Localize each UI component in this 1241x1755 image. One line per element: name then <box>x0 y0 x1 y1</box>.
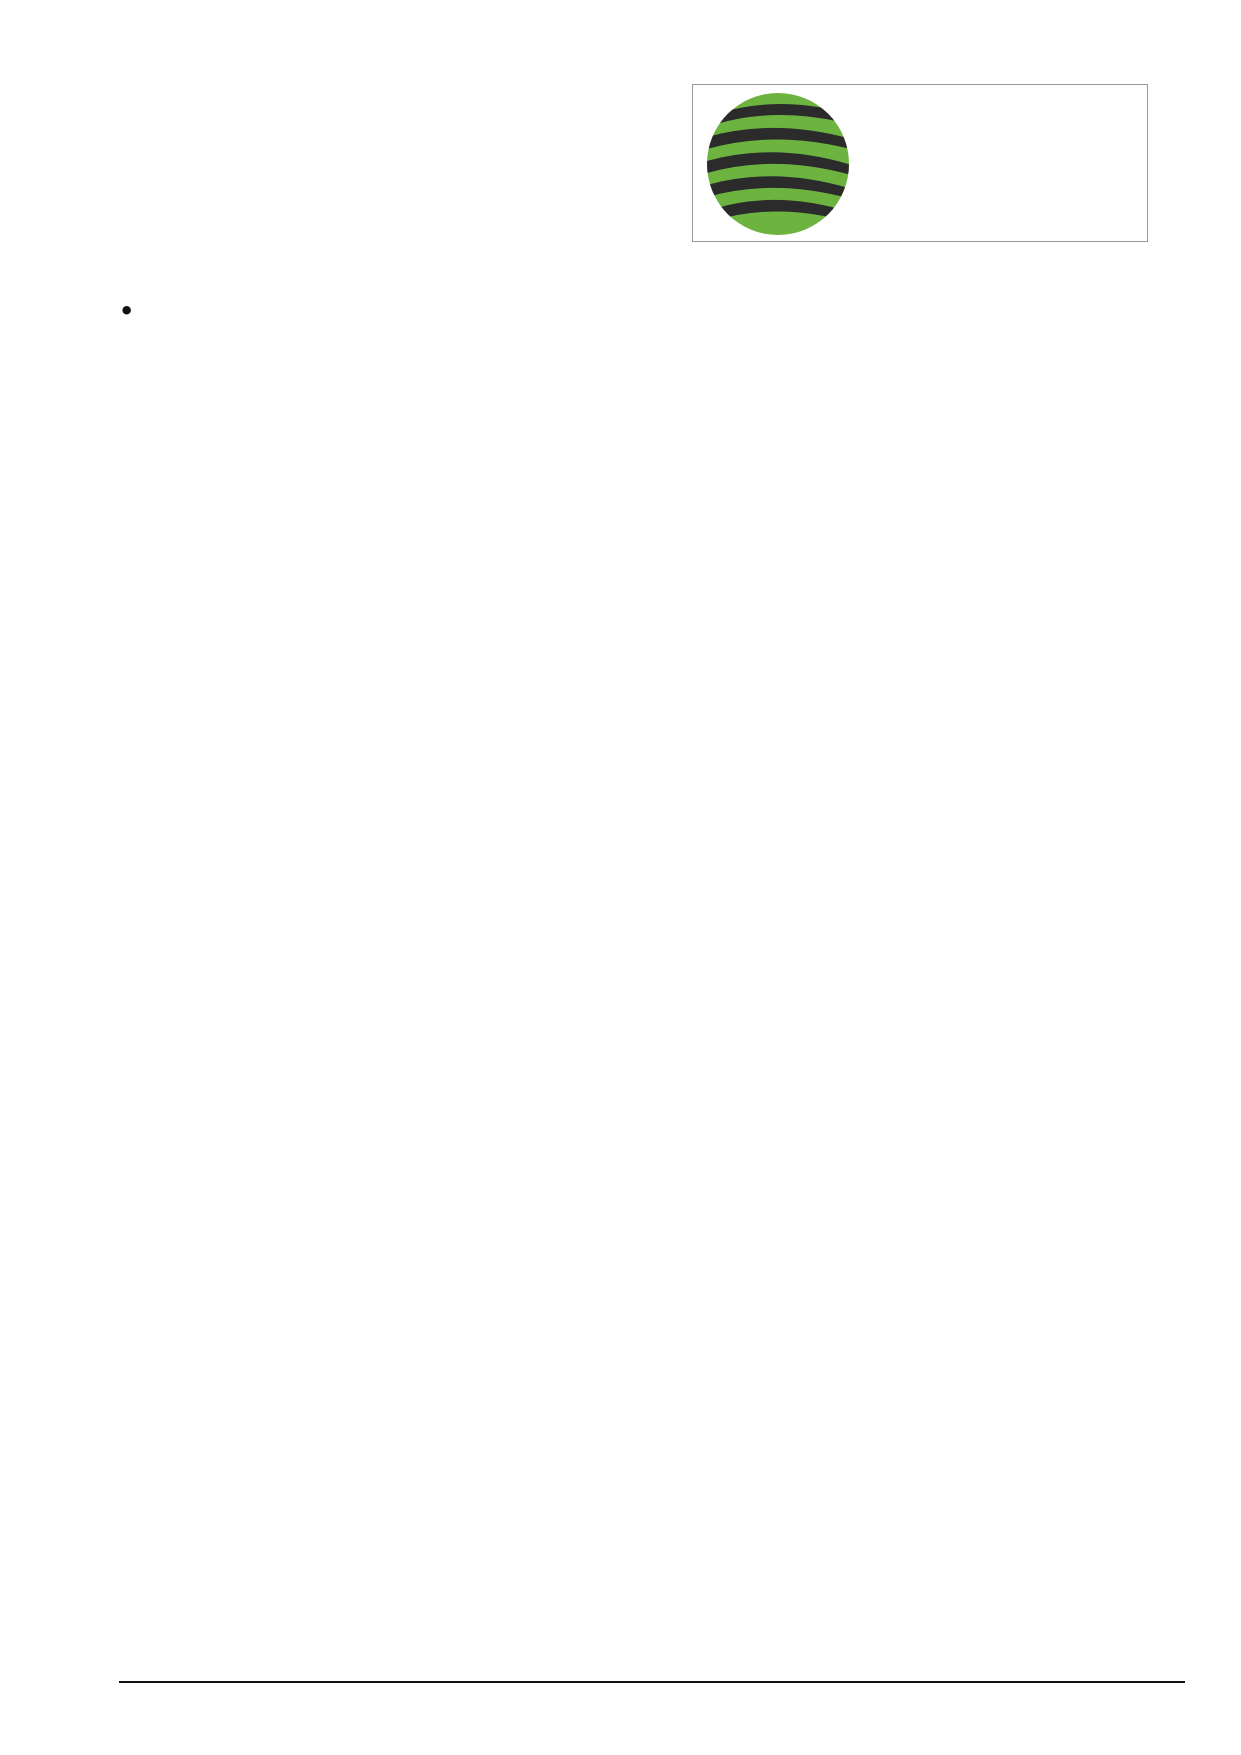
page-number <box>1089 1689 1099 1709</box>
globe-icon <box>693 85 1149 243</box>
company-logo <box>692 84 1148 242</box>
footer-divider <box>119 1681 1185 1683</box>
